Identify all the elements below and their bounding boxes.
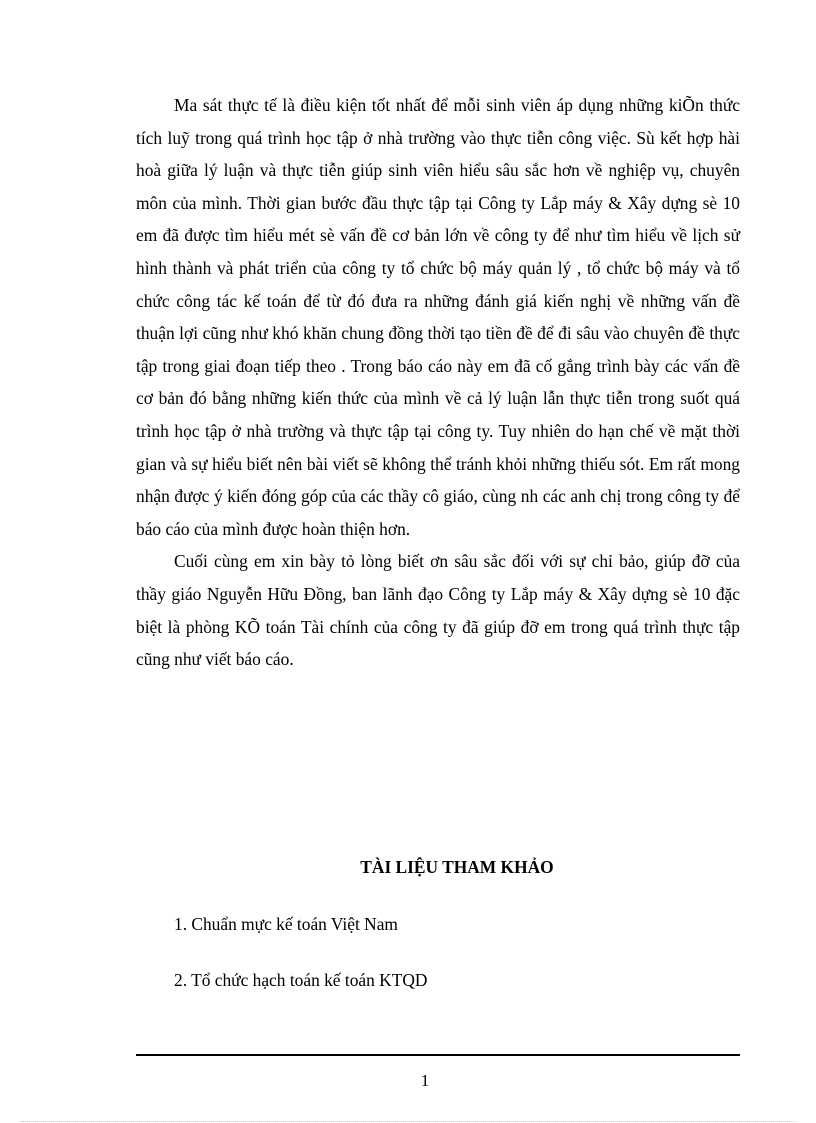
references-heading: TÀI LIỆU THAM KHẢO [360, 857, 554, 877]
footer-divider [136, 1054, 740, 1056]
body-text [136, 89, 740, 676]
page-bottom-edge [20, 1121, 796, 1122]
reference-item: 1. Chuẩn mực kế toán Việt Nam [174, 914, 398, 934]
paragraph-acknowledgement-intro: Ma sát thực tế là điều kiện tốt nhất để mỗi sinh viên áp dụng những kiÕn thức tích luỹ trong quá trình học tập ở nhà trường vào thực tiễn công việc. Sù kết hợp hài hoà giữa lý luận và thực tiễn giúp sinh viên hiểu sâu sắc hơn về nghiệp vụ, chuyên môn của mình. Thời gian bước đầu thực tập tại Công ty Lắp máy & Xây dựng sè 10 em đã được tìm hiểu mét sè vấn đề cơ bản lớn về công ty để như tìm hiểu về lịch sử hình thành và phát triển của công ty tổ chức bộ máy quản lý , tổ chức bộ máy và tổ chức công tác kế toán để từ đó đưa ra những đánh giá kiến nghị về những vấn đề thuận lợi cũng như khó khăn chung đồng thời tạo tiền đề để đi sâu vào chuyên đề thực tập trong giai đoạn tiếp theo . Trong báo cáo này em đã cố gắng trình bày các vấn đề cơ bản đó bằng những kiến thức của mình về cả lý luận lẫn thực tiễn trong suốt quá trình học tập ở nhà trường và thực tập tại công ty. Tuy nhiên do hạn chế về mặt thời gian và sự hiểu biết nên bài viết sẽ không thể tránh khỏi những thiếu sót. Em rất mong nhận được ý kiến đóng góp của các thầy cô giáo, cùng nh các anh chị trong công ty để báo cáo của mình được hoàn thiện hơn. [136, 95, 740, 539]
references-list [174, 910, 734, 1022]
paragraph-acknowledgement-thanks: Cuối cùng em xin bày tỏ lòng biết ơn sâu sắc đối với sự chỉ bảo, giúp đỡ của thầy giáo Nguyễn Hữu Đồng, ban lãnh đạo Công ty Lắp máy & Xây dựng sè 10 đặc biệt là phòng KÕ toán Tài chính của công ty đã giúp đỡ em trong quá trình thực tập cũng như viết báo cáo. [136, 551, 740, 670]
page-number: 1 [420, 1071, 430, 1090]
reference-item: 2. Tổ chức hạch toán kế toán KTQD [174, 970, 428, 990]
